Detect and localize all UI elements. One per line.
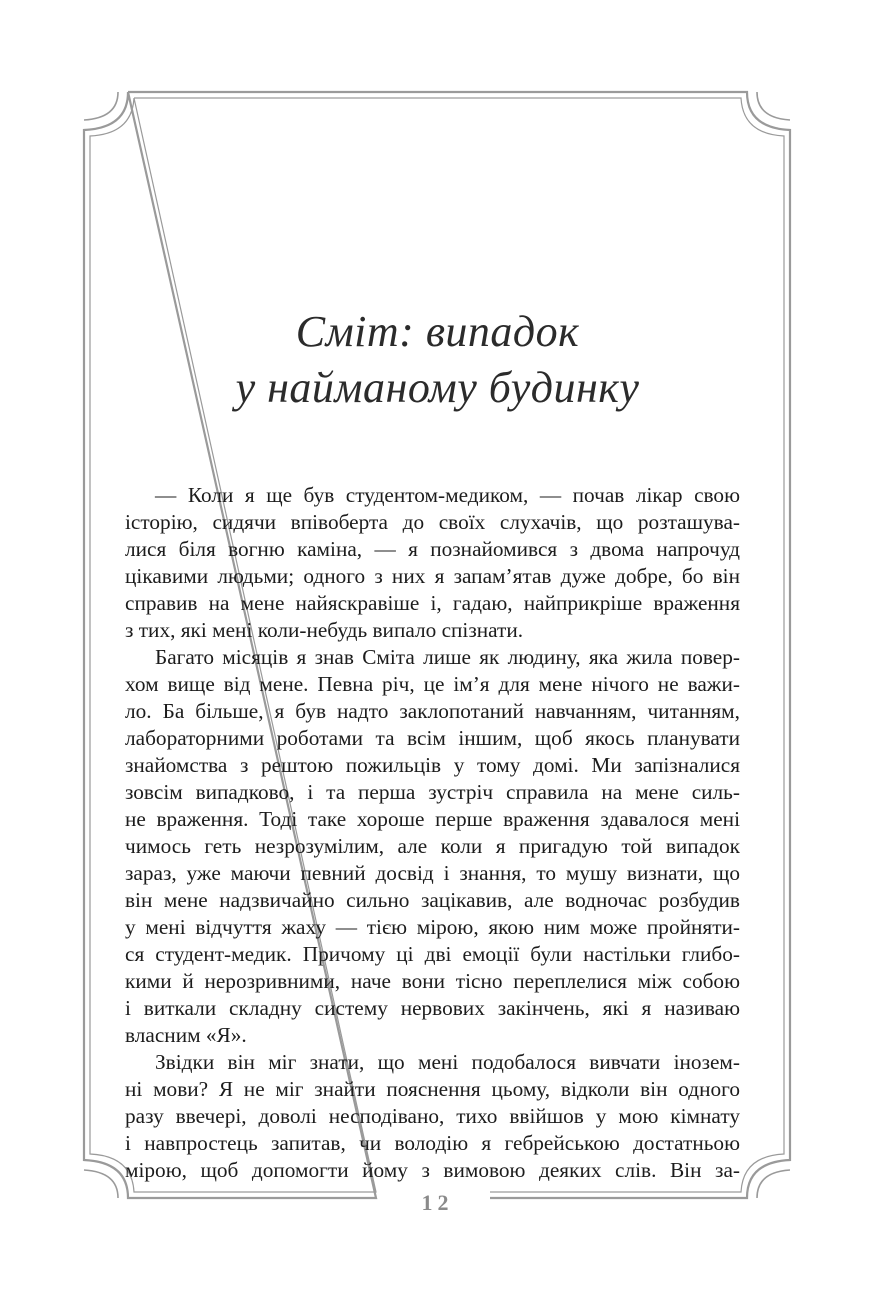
text-line: хом вище від мене. Певна річ, це ім’я для мене нічого не важи-	[125, 672, 740, 696]
text-line: кими й нерозривними, наче вони тісно переплелися між собою	[125, 969, 740, 993]
text-line: з тих, які мені коли-небудь випало спізнати.	[125, 618, 524, 642]
text-line: історію, сидячи впівоберта до своїх слухачів, що розташува-	[125, 510, 740, 534]
text-line: цікавими людьми; одного з них я запам’ятав дуже добре, бо він	[125, 564, 740, 588]
text-line: він мене надзвичайно сильно зацікавив, але водночас розбудив	[125, 888, 740, 912]
text-line: Звідки він міг знати, що мені подобалося вивчати інозем-	[155, 1050, 740, 1074]
text-line: Багато місяців я знав Сміта лише як людину, яка жила повер-	[155, 645, 740, 669]
text-line: лися біля вогню каміна, — я познайомився з двома напрочуд	[125, 537, 740, 561]
text-line: зовсім випадково, і та перша зустріч справила на мене силь-	[125, 780, 740, 804]
chapter-title-line-2: у найманому будинку	[235, 363, 640, 412]
text-line: справив на мене найяскравіше і, гадаю, найприкріше враження	[125, 591, 740, 615]
text-line: ся студент-медик. Причому ці дві емоції були настільки глибо-	[125, 942, 740, 966]
text-line: ні мови? Я не міг знайти пояснення цьому, відколи він одного	[125, 1077, 740, 1101]
text-line: разу ввечері, доволі несподівано, тихо ввійшов у мою кімнату	[125, 1104, 740, 1128]
text-line: лабораторними роботами та всім іншим, щоб якось планувати	[125, 726, 740, 750]
text-line: і виткали складну систему нервових закінчень, які я називаю	[125, 996, 740, 1020]
text-line: власним «Я».	[125, 1023, 247, 1047]
text-line: чимось геть незрозумілим, але коли я пригадую той випадок	[125, 834, 740, 858]
text-line: зараз, уже маючи певний досвід і знання, то мушу визнати, що	[125, 861, 740, 885]
text-line: не враження. Тоді таке хороше перше враження здавалося мені	[125, 807, 740, 831]
text-line: у мені відчуття жаху — тією мірою, якою ним може пройняти-	[125, 915, 740, 939]
page-number: 12	[421, 1190, 454, 1215]
text-line: мірою, щоб допомогти йому з вимовою деяких слів. Він за-	[125, 1158, 740, 1182]
text-line: знайомства з рештою пожильців у тому домі. Ми запізналися	[125, 753, 740, 777]
body-text	[125, 482, 740, 1184]
text-line: і навпростець запитав, чи володію я гебрейською достатньою	[125, 1131, 740, 1155]
text-line: — Коли я ще був студентом-медиком, — почав лікар свою	[155, 483, 740, 507]
text-line: ло. Ба більше, я був надто заклопотаний навчанням, читанням,	[125, 699, 740, 723]
chapter-title-line-1: Сміт: випадок	[295, 307, 580, 356]
